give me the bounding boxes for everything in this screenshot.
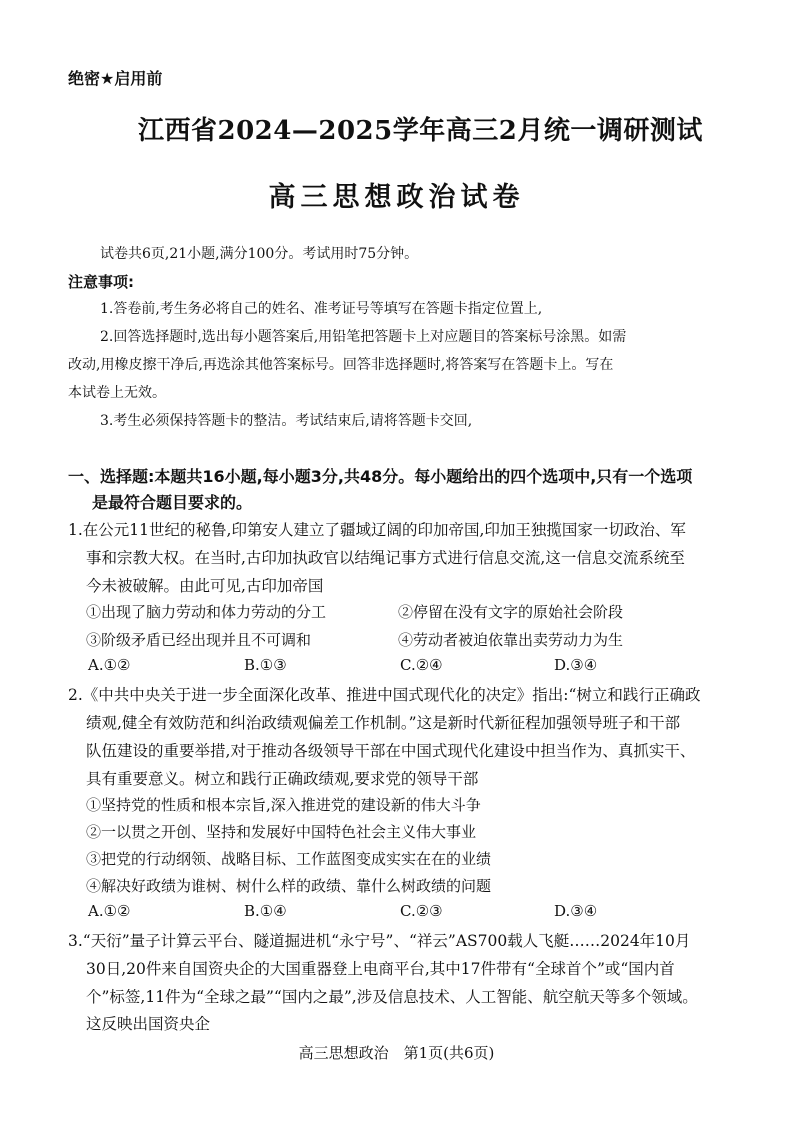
answer-option: D.③④: [554, 656, 598, 674]
question-line: 3.“天衍”量子计算云平台、隧道掘进机“永宁号”、“祥云”AS700载人飞艇……2024年10月: [68, 932, 691, 950]
answer-option: B.①④: [244, 902, 287, 920]
question-line: 1.在公元11世纪的秘鲁,印第安人建立了疆域辽阔的印加帝国,印加王独揽国家一切政治、军: [68, 521, 686, 539]
confidentiality-label: 绝密★启用前: [68, 69, 163, 88]
question-line: 队伍建设的重要举措,对于推动各级领导干部在中国式现代化建设中担当作为、真抓实干、: [86, 742, 696, 760]
question-line: 这反映出国资央企: [86, 1015, 211, 1033]
statement: ③把党的行动纲领、战略目标、工作蓝图变成实实在在的业绩: [86, 850, 492, 868]
notice-item: 改动,用橡皮擦干净后,再选涂其他答案标号。回答非选择题时,将答案写在答题卡上。写在: [68, 357, 614, 373]
question-line: 事和宗教大权。在当时,古印加执政官以结绳记事方式进行信息交流,这一信息交流系统至: [86, 549, 685, 567]
question-line: 具有重要意义。树立和践行正确政绩观,要求党的领导干部: [86, 770, 479, 788]
answer-option: D.③④: [554, 902, 598, 920]
answer-option: A.①②: [88, 656, 131, 674]
statement: ②一以贯之开创、坚持和发展好中国特色社会主义伟大事业: [86, 823, 477, 841]
notice-item: 本试卷上无效。: [68, 385, 166, 401]
section-heading: 是最符合题目要求的。: [92, 493, 253, 512]
exam-subtitle: 高三思想政治试卷: [268, 182, 525, 213]
answer-option: C.②④: [400, 656, 443, 674]
statement: ④解决好政绩为谁树、树什么样的政绩、靠什么树政绩的问题: [86, 877, 492, 895]
exam-title: 江西省2024—2025学年高三2月统一调研测试: [138, 116, 703, 146]
exam-info: 试卷共6页,21小题,满分100分。考试用时75分钟。: [100, 246, 419, 262]
statement: ①出现了脑力劳动和体力劳动的分工: [86, 603, 327, 621]
notice-item: 3.考生必须保持答题卡的整洁。考试结束后,请将答题卡交回,: [100, 413, 473, 429]
statement: ①坚持党的性质和根本宗旨,深入推进党的建设新的伟大斗争: [86, 796, 481, 814]
answer-option: A.①②: [88, 902, 131, 920]
notice-heading: 注意事项:: [68, 273, 134, 291]
question-line: 30日,20件来自国资央企的大国重器登上电商平台,其中17件带有“全球首个”或“国内首: [86, 960, 675, 978]
question-line: 今未被破解。由此可见,古印加帝国: [86, 577, 324, 595]
page-footer: 高三思想政治 第1页(共6页): [298, 1044, 495, 1062]
statement: ④劳动者被迫依靠出卖劳动力为生: [398, 631, 624, 649]
statement: ②停留在没有文字的原始社会阶段: [398, 603, 624, 621]
answer-option: C.②③: [400, 902, 443, 920]
statement: ③阶级矛盾已经出现并且不可调和: [86, 631, 312, 649]
question-line: 个”标签,11件为“全球之最”“国内之最”,涉及信息技术、人工智能、航空航天等多个领域。: [86, 988, 698, 1006]
question-line: 绩观,健全有效防范和纠治政绩观偏差工作机制。”这是新时代新征程加强领导班子和干部: [86, 714, 681, 732]
notice-item: 1.答卷前,考生务必将自己的姓名、准考证号等填写在答题卡指定位置上,: [100, 301, 543, 317]
notice-item: 2.回答选择题时,选出每小题答案后,用铅笔把答题卡上对应题目的答案标号涂黑。如需: [100, 329, 627, 345]
question-line: 2.《中共中央关于进一步全面深化改革、推进中国式现代化的决定》指出:“树立和践行正确政: [68, 686, 701, 704]
section-heading: 一、选择题:本题共16小题,每小题3分,共48分。每小题给出的四个选项中,只有一个选项: [68, 467, 693, 486]
answer-option: B.①③: [244, 656, 287, 674]
